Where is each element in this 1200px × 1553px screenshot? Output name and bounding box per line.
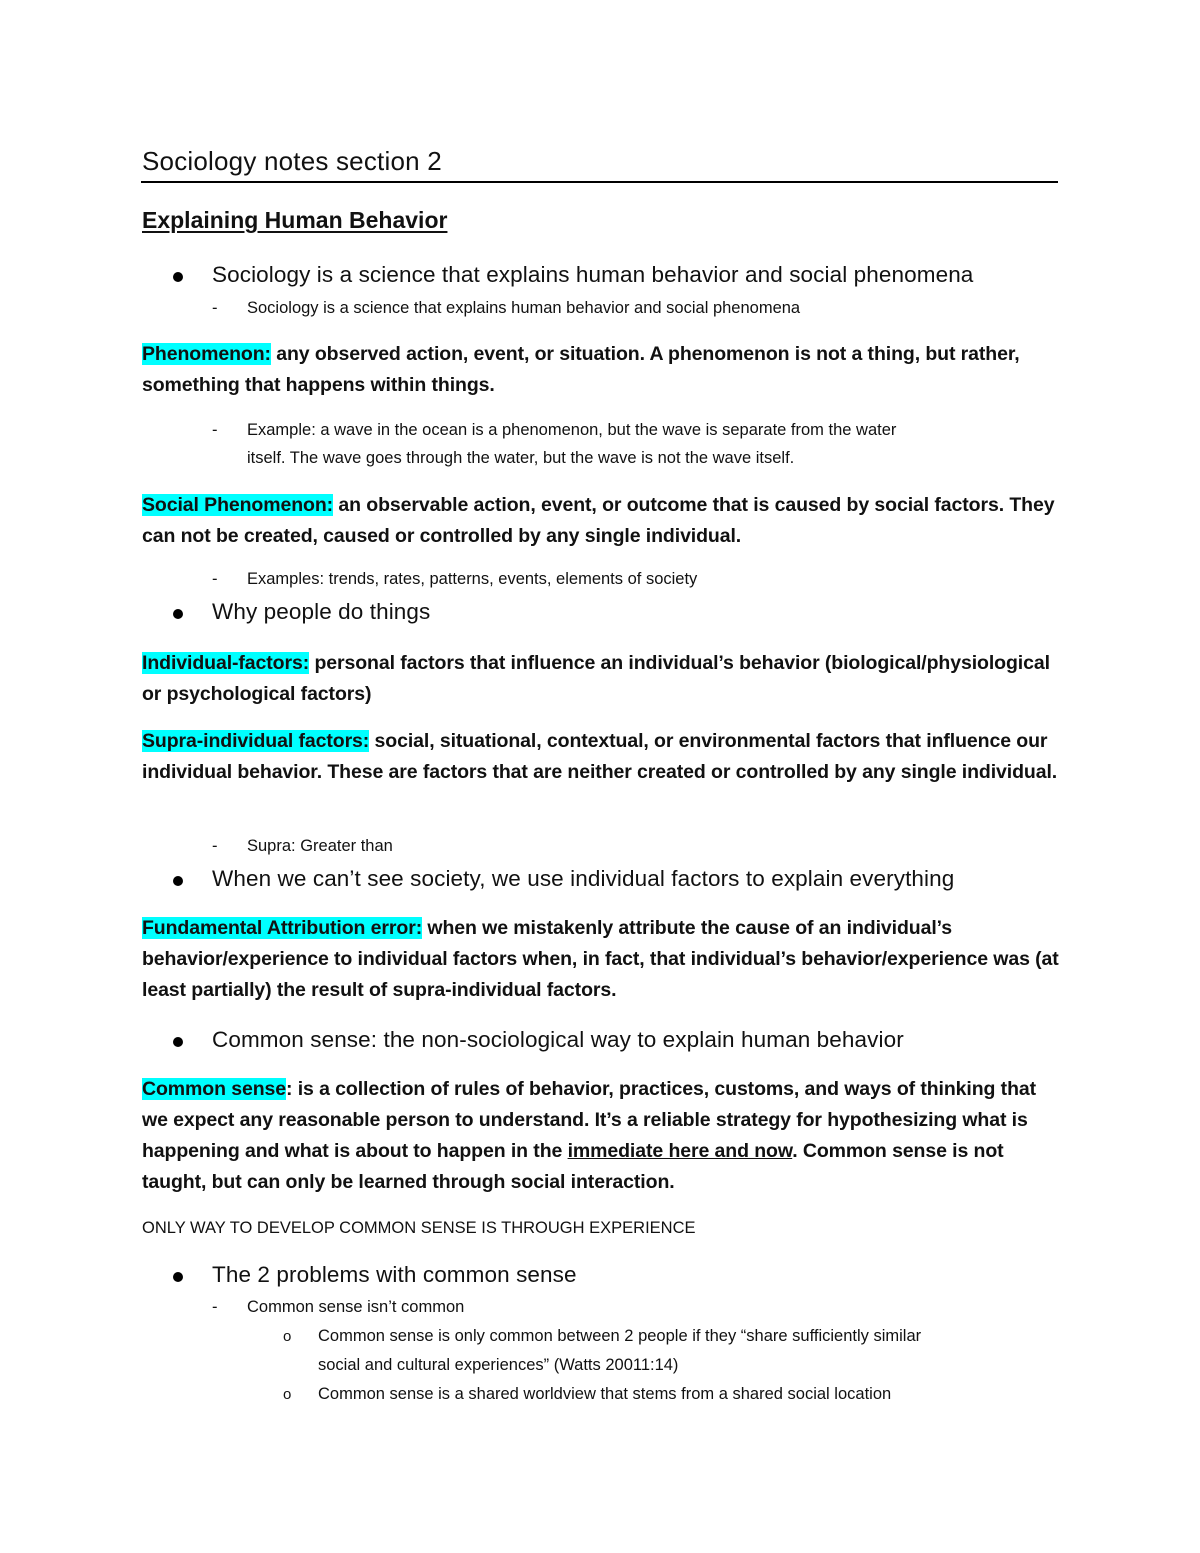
caps-note: ONLY WAY TO DEVELOP COMMON SENSE IS THROUGH EXPERIENCE: [142, 1219, 696, 1237]
definition-social-phenomenon: [142, 490, 1062, 552]
dash-marker: -: [212, 299, 218, 317]
sub-bullet-text: Common sense isn’t common: [247, 1298, 465, 1316]
bullet-icon: [173, 609, 183, 619]
circle-bullet-icon: o: [283, 1386, 292, 1403]
example-line: itself. The wave goes through the water, but the wave is not the wave itself.: [247, 449, 795, 467]
title-divider: [141, 181, 1058, 183]
document-title: Sociology notes section 2: [142, 146, 442, 176]
dash-marker: -: [212, 1298, 218, 1316]
example-line: Example: a wave in the ocean is a phenomenon, but the wave is separate from the water: [247, 421, 897, 439]
dash-marker: -: [212, 421, 218, 439]
term-fundamental-attribution-error: Fundamental Attribution error:: [142, 917, 423, 939]
bullet-icon: [173, 1272, 183, 1282]
section-heading: Explaining Human Behavior: [142, 207, 448, 233]
term-individual-factors: Individual-factors:: [142, 652, 310, 674]
definition-text: when we mistakenly attribute the cause of an individual’s behavior/experience to individual factors when, in fact, that individual’s behavior/experience was (at least partially) the result of supra-individual factors.: [142, 917, 1059, 1001]
definition-common-sense: [142, 1074, 1062, 1198]
definition-fundamental-attribution-error: [142, 913, 1062, 1006]
sub-sub-bullet-text: Common sense is only common between 2 people if they “share sufficiently similar: [318, 1327, 922, 1345]
dash-marker: -: [212, 570, 218, 588]
bullet-text: The 2 problems with common sense: [212, 1262, 577, 1287]
sub-bullet-text: Supra: Greater than: [247, 837, 393, 855]
sub-sub-bullet-text: Common sense is a shared worldview that stems from a shared social location: [318, 1385, 892, 1403]
bullet-text: Sociology is a science that explains human behavior and social phenomena: [212, 262, 974, 287]
dash-marker: -: [212, 837, 218, 855]
bullet-text: Why people do things: [212, 599, 431, 624]
sub-sub-bullet-text: social and cultural experiences” (Watts 20011:14): [318, 1356, 679, 1374]
bullet-text: Common sense: the non-sociological way to explain human behavior: [212, 1027, 904, 1052]
example-line: Examples: trends, rates, patterns, events, elements of society: [247, 570, 698, 588]
definition-text: personal factors that influence an individual’s behavior (biological/physiological or psychological factors): [142, 652, 1050, 705]
bullet-icon: [173, 876, 183, 886]
definition-text: an observable action, event, or outcome that is caused by social factors. They can not be created, caused or controlled by any single individual.: [142, 494, 1055, 547]
bullet-text: When we can’t see society, we use individual factors to explain everything: [212, 866, 955, 891]
bullet-icon: [173, 272, 183, 282]
circle-bullet-icon: o: [283, 1328, 292, 1345]
definition-text: social, situational, contextual, or environmental factors that influence our individual behavior. These are factors that are neither created or controlled by any single individual.: [142, 730, 1058, 783]
definition-text: : is a collection of rules of behavior, practices, customs, and ways of thinking that we expect any reasonable person to understand. It’s a reliable strategy for hypothesizing what is happening and what is about to happen in the: [142, 1078, 1037, 1162]
underlined-phrase: immediate here and now: [567, 1140, 793, 1162]
definition-text: any observed action, event, or situation. A phenomenon is not a thing, but rather, something that happens within things.: [142, 343, 1020, 396]
sub-bullet-text: Sociology is a science that explains human behavior and social phenomena: [247, 299, 801, 317]
term-social-phenomenon: Social Phenomenon:: [142, 494, 334, 516]
definition-supra-individual-factors: [142, 726, 1062, 788]
definition-individual-factors: [142, 648, 1062, 710]
definition-phenomenon: [142, 339, 1062, 401]
definition-text: . Common sense is not taught, but can only be learned through social interaction.: [142, 1140, 1004, 1193]
term-common-sense: Common sense: [142, 1078, 287, 1100]
term-supra-individual-factors: Supra-individual factors:: [142, 730, 370, 752]
bullet-icon: [173, 1037, 183, 1047]
term-phenomenon: Phenomenon:: [142, 343, 271, 365]
